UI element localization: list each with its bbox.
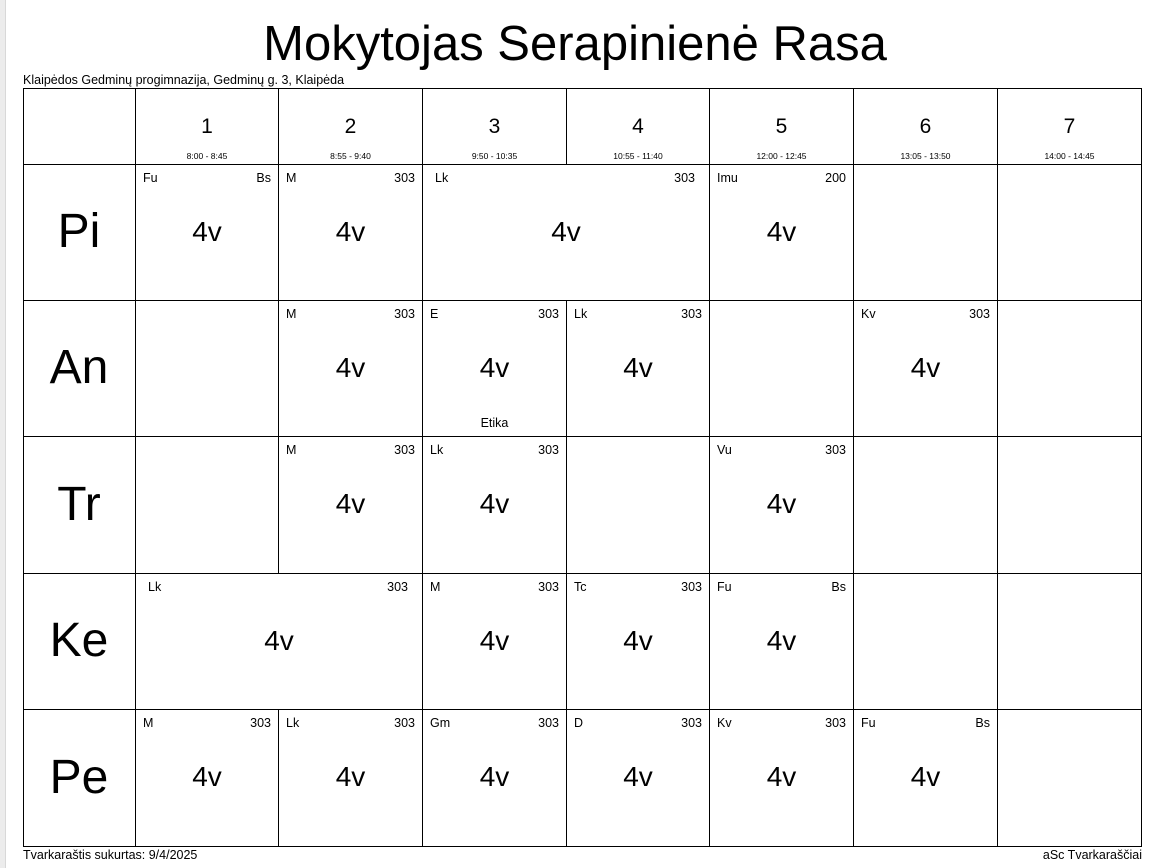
lesson-room: Bs (975, 716, 990, 730)
lesson-cell[interactable] (710, 437, 853, 573)
lesson-class: 4v (479, 488, 510, 519)
lesson-room: 303 (250, 716, 271, 730)
lesson-room: 303 (681, 716, 702, 730)
lesson-cell[interactable] (567, 710, 709, 846)
lesson-room: 303 (538, 716, 559, 730)
lesson-room: 303 (538, 443, 559, 457)
lesson-cell[interactable] (567, 574, 709, 709)
period-time: 8:55 - 9:40 (330, 151, 371, 161)
lesson-subject: Fu (717, 580, 732, 594)
lesson-subject: M (430, 580, 441, 594)
period-header-5 (710, 89, 853, 165)
period-time: 8:00 - 8:45 (186, 151, 228, 161)
lesson-cell[interactable] (423, 574, 566, 709)
lesson-class: 4v (335, 488, 366, 519)
lesson-class: 4v (623, 352, 653, 383)
lesson-room: 303 (387, 580, 408, 594)
grid-hline (23, 88, 1142, 89)
day-label-pe: Pe (49, 750, 109, 804)
lesson-subject: D (574, 716, 584, 730)
lesson-class: 4v (551, 216, 581, 247)
lesson-cell[interactable] (710, 165, 853, 300)
lesson-subject: Fu (143, 171, 158, 185)
lesson-room: 303 (969, 307, 990, 321)
lesson-cell[interactable] (423, 710, 566, 846)
school-address: Klaipėdos Gedminų progimnazija, Gedminų g. 3, Klaipėda (23, 73, 345, 87)
lesson-class: 4v (192, 761, 222, 792)
lesson-class: 4v (623, 761, 653, 792)
lesson-room: 200 (825, 171, 846, 185)
lesson-class: 4v (766, 216, 797, 247)
day-label-ke: Ke (49, 614, 109, 667)
lesson-cell[interactable] (136, 574, 422, 709)
period-number: 1 (201, 115, 213, 138)
lesson-cell[interactable] (710, 574, 853, 709)
lesson-room: 303 (538, 580, 559, 594)
lesson-subject: Gm (430, 716, 451, 730)
period-number: 5 (775, 115, 788, 138)
lesson-subject: Lk (148, 580, 162, 594)
lesson-cell[interactable] (279, 710, 422, 846)
period-header-1 (136, 89, 278, 165)
period-header-6 (854, 89, 997, 165)
lesson-subject: Kv (717, 716, 732, 730)
lesson-room: Bs (256, 171, 271, 185)
lesson-class: 4v (910, 352, 941, 383)
lesson-subject: Fu (861, 716, 876, 730)
lesson-class: 4v (192, 216, 222, 247)
brand-label: aSc Tvarkaraščiai (1042, 848, 1142, 862)
period-number: 4 (632, 115, 644, 138)
lesson-class: 4v (910, 761, 941, 792)
period-number: 6 (919, 115, 932, 138)
lesson-class: 4v (479, 625, 510, 656)
lesson-room: 303 (825, 443, 846, 457)
timetable-grid (23, 88, 1142, 847)
period-number: 7 (1063, 115, 1076, 138)
period-header-7 (998, 89, 1141, 165)
lesson-cell[interactable] (136, 710, 278, 846)
day-label-pi: Pi (57, 205, 101, 258)
period-time: 9:50 - 10:35 (471, 151, 518, 161)
lesson-class: 4v (766, 625, 797, 656)
lesson-subject: Imu (717, 171, 738, 185)
page-left-edge-line (5, 0, 6, 868)
period-time: 12:00 - 12:45 (756, 151, 807, 161)
lesson-cell[interactable] (279, 165, 422, 300)
grid-hline (23, 846, 1142, 847)
lesson-room: 303 (394, 443, 415, 457)
lesson-room: 303 (394, 171, 415, 185)
lesson-cell[interactable] (136, 165, 278, 300)
lesson-class: 4v (335, 352, 366, 383)
lesson-subject: Lk (286, 716, 300, 730)
day-label-an: An (49, 341, 109, 394)
lesson-room: 303 (681, 307, 702, 321)
lesson-cell[interactable] (279, 301, 422, 436)
lesson-subject: M (286, 307, 297, 321)
grid-hline (23, 436, 1142, 437)
lesson-cell[interactable] (423, 437, 566, 573)
lesson-cell[interactable] (567, 301, 709, 436)
period-time: 14:00 - 14:45 (1044, 151, 1095, 161)
lesson-class: 4v (766, 761, 797, 792)
lesson-class: 4v (479, 352, 510, 383)
lesson-cell[interactable] (710, 710, 853, 846)
lesson-subject: M (143, 716, 154, 730)
grid-vline (23, 88, 24, 847)
lesson-class: 4v (335, 216, 366, 247)
lesson-cell[interactable] (423, 165, 709, 300)
period-number: 3 (488, 115, 501, 138)
lesson-class: 4v (479, 761, 510, 792)
period-number: 2 (344, 115, 357, 138)
lesson-room: 303 (394, 716, 415, 730)
lesson-subject: M (286, 171, 297, 185)
lesson-class: 4v (766, 488, 797, 519)
lesson-subject: Kv (861, 307, 876, 321)
lesson-subject: E (430, 307, 439, 321)
lesson-class: 4v (623, 625, 653, 656)
lesson-room: 303 (538, 307, 559, 321)
lesson-subject: M (286, 443, 297, 457)
created-date: Tvarkaraštis sukurtas: 9/4/2025 (23, 848, 198, 862)
period-header-2 (279, 89, 422, 165)
lesson-subject: Tc (574, 580, 587, 594)
lesson-room: 303 (825, 716, 846, 730)
lesson-subject: Lk (430, 443, 444, 457)
lesson-room: 303 (394, 307, 415, 321)
page-title: Mokytojas Serapinienė Rasa (263, 17, 887, 71)
lesson-subject: Lk (435, 171, 449, 185)
period-header-4 (567, 89, 709, 165)
lesson-cell[interactable] (423, 301, 566, 436)
lesson-cell[interactable] (279, 437, 422, 573)
lesson-room: Bs (831, 580, 846, 594)
lesson-cell[interactable] (854, 301, 997, 436)
lesson-class: 4v (335, 761, 366, 792)
lesson-class: 4v (264, 625, 294, 656)
lesson-cell[interactable] (854, 710, 997, 846)
lesson-note: Etika (480, 416, 509, 430)
lesson-room: 303 (674, 171, 695, 185)
day-label-tr: Tr (57, 477, 101, 531)
period-time: 10:55 - 11:40 (613, 151, 663, 161)
grid-vline (1141, 88, 1142, 847)
lesson-room: 303 (681, 580, 702, 594)
period-header-3 (423, 89, 566, 165)
lesson-subject: Lk (574, 307, 588, 321)
lesson-subject: Vu (717, 443, 732, 457)
grid-vline (997, 88, 998, 847)
period-time: 13:05 - 13:50 (900, 151, 951, 161)
